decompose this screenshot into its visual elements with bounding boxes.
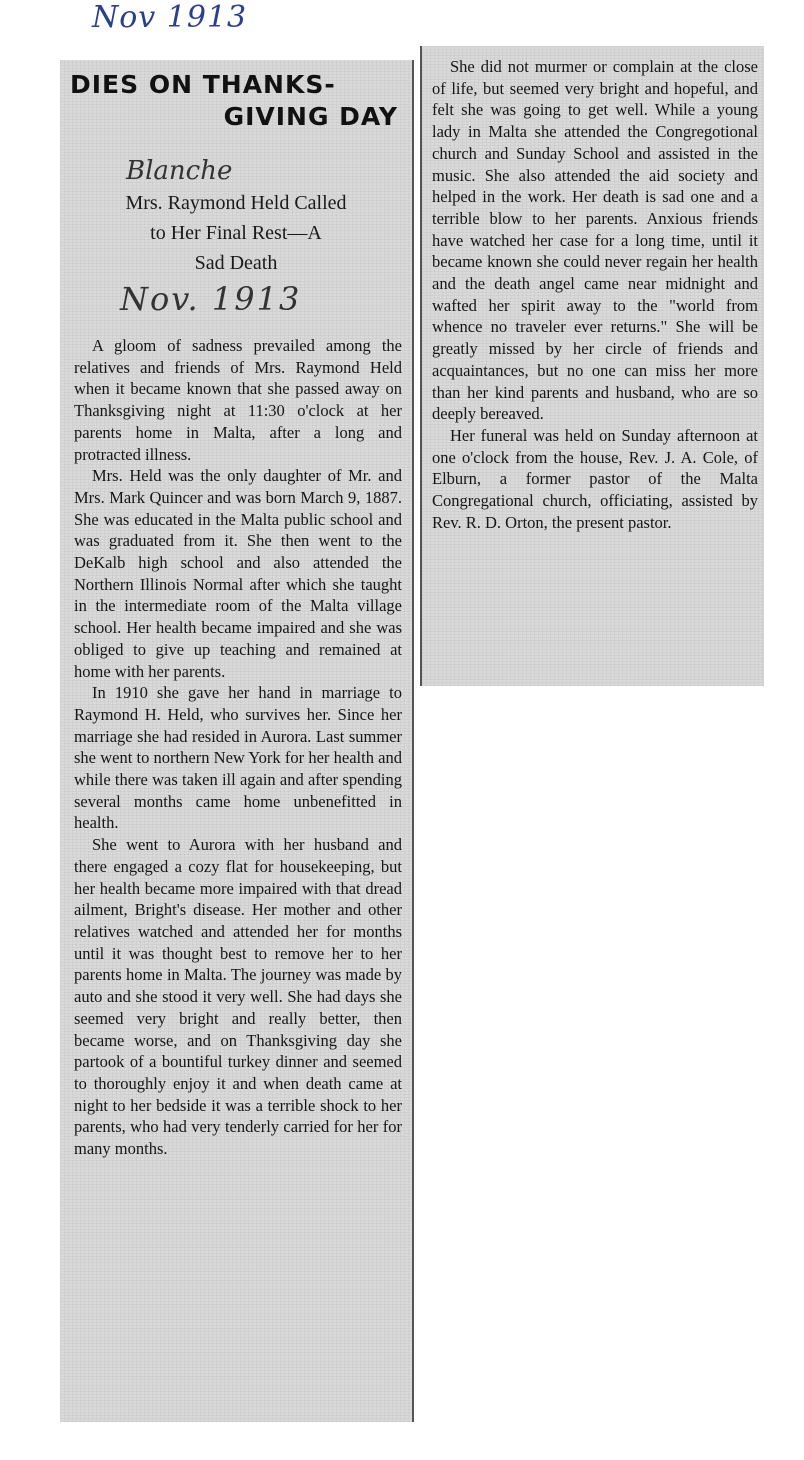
article-paragraph: Mrs. Held was the only daughter of Mr. and Mrs. Mark Quincer and was born March 9, 1887. She was educated in the Malta public school and was graduated from it. She then went to the DeKalb high school and also attended the Northern Illinois Normal after which she taught in the intermediate room of the Malta village school. Her health became impaired and she was obliged to give up teaching and remained at home with her parents. <box>74 466 402 681</box>
handwritten-name-note: Blanche <box>126 156 233 186</box>
subheadline <box>60 188 412 278</box>
article-paragraph: She went to Aurora with her husband and there engaged a cozy flat for housekeeping, but her health became more impaired with that dread ailment, Bright's disease. Her mother and other relatives watched and attended her for months until it was thought best to remove her to her parents home in Malta. The journey was made by auto and she stood it very well. She had days she seemed very bright and really better, then became worse, and on Thanksgiving day she partook of a bountiful turkey dinner and seemed to thoroughly enjoy it and when death came at night to her bedside it was a terrible shock to her parents, who had very tenderly carried for her for many months. <box>74 835 402 1159</box>
subhead-line: Mrs. Raymond Held Called <box>125 192 347 214</box>
handwritten-date-note: Nov. 1913 <box>120 280 302 318</box>
article-paragraph: A gloom of sadness prevailed among the relatives and friends of Mrs. Raymond Held when it became known that she passed away on Thanksgiving night at 11:30 o'clock at her parents home in Malta, after a long and protracted illness. <box>74 336 402 464</box>
headline-line-1: DIES ON THANKS- <box>70 70 336 99</box>
handwritten-date-header: Nov 1913 <box>92 0 248 35</box>
headline-line-2: GIVING DAY <box>223 102 398 131</box>
subhead-line: to Her Final Rest—A <box>150 222 322 244</box>
article-body-right <box>432 56 758 533</box>
clipping-column-right <box>420 46 764 686</box>
article-body-left <box>74 335 402 1160</box>
clipping-column-left <box>60 60 414 1422</box>
subhead-line: Sad Death <box>194 252 278 274</box>
article-paragraph: Her funeral was held on Sunday afternoon at one o'clock from the house, Rev. J. A. Cole, of Elburn, a former pastor of the Malta Congregational church, officiating, assisted by Rev. R. D. Orton, the present pastor. <box>432 425 758 532</box>
article-paragraph: In 1910 she gave her hand in marriage to Raymond H. Held, who survives her. Since her marriage she had resided in Aurora. Last summer she went to northern New York for her health and while there was taken ill again and after spending several months came home unbenefitted in health. <box>74 683 402 833</box>
article-paragraph: She did not murmer or complain at the close of life, but seemed very bright and hopeful, and felt she was going to get well. While a young lady in Malta she attended the Congregotional church and Sunday School and assisted in the music. She also attended the aid society and helped in the work. Her death is sad one and a terrible blow to her parents. Anxious friends have watched her case for a long time, until it became known she could never regain her health and the death angel came near midnight and wafted her spirit away to the "world from whence no traveler ever returns." She will be greatly missed by her circle of friends and acquaintances, but no one can miss her more than her kind parents and husband, who are so deeply bereaved. <box>432 57 758 424</box>
